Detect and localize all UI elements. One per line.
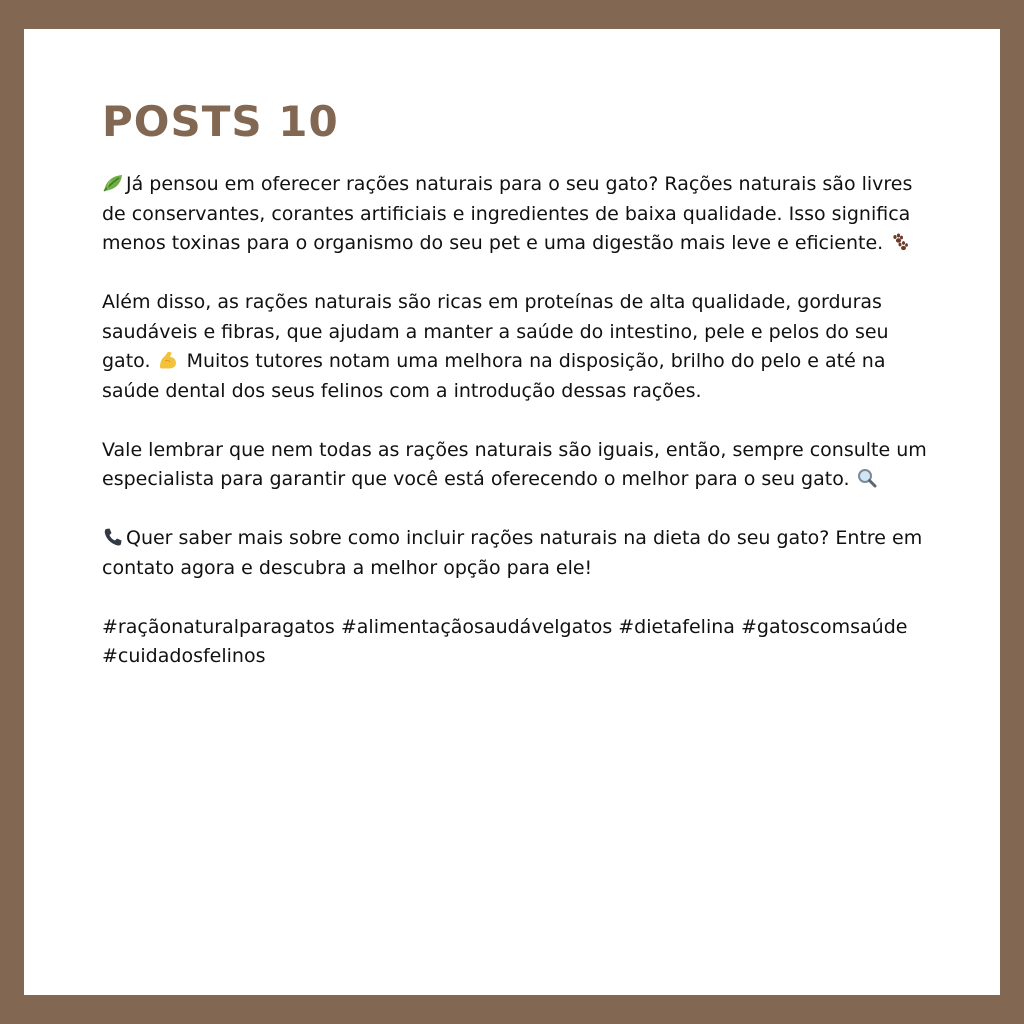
flexed-bicep-icon	[157, 350, 179, 370]
telephone-icon	[102, 527, 124, 547]
magnifying-glass-icon	[856, 468, 878, 488]
paragraph-benefits-text-after: Muitos tutores notam uma melhora na disposição, brilho do pelo e até na saúde dental dos seus felinos com a introdução dessas rações.	[102, 350, 886, 402]
post-card	[24, 29, 1000, 995]
paragraph-advice	[102, 436, 932, 495]
leaf-icon	[102, 173, 124, 193]
paragraph-contact-text: Quer saber mais sobre como incluir rações naturais na dieta do seu gato? Entre em contato agora e descubra a melhor opção para ele!	[102, 527, 923, 579]
paragraph-contact	[102, 524, 932, 583]
post-content	[102, 97, 932, 701]
post-body	[102, 170, 932, 672]
post-title: POSTS 10	[102, 97, 339, 146]
paw-prints-icon	[889, 232, 911, 252]
paragraph-intro	[102, 170, 932, 259]
paragraph-benefits	[102, 288, 932, 406]
hashtags-text: #raçãonaturalparagatos #alimentaçãosaudávelgatos #dietafelina #gatoscomsaúde #cuidadosfelinos	[102, 615, 908, 667]
paragraph-advice-text: Vale lembrar que nem todas as rações naturais são iguais, então, sempre consulte um especialista para garantir que você está oferecendo o melhor para o seu gato.	[102, 438, 927, 490]
paragraph-benefits-text-before: Além disso, as rações naturais são ricas em proteínas de alta qualidade, gorduras saudáveis e fibras, que ajudam a manter a saúde do intestino, pele e pelos do seu gato.	[102, 291, 889, 372]
paragraph-intro-text: Já pensou em oferecer rações naturais para o seu gato? Rações naturais são livres de conservantes, corantes artificiais e ingredientes de baixa qualidade. Isso significa menos toxinas para o organismo do seu pet e uma digestão mais leve e eficiente.	[102, 173, 913, 254]
hashtags	[102, 613, 932, 672]
